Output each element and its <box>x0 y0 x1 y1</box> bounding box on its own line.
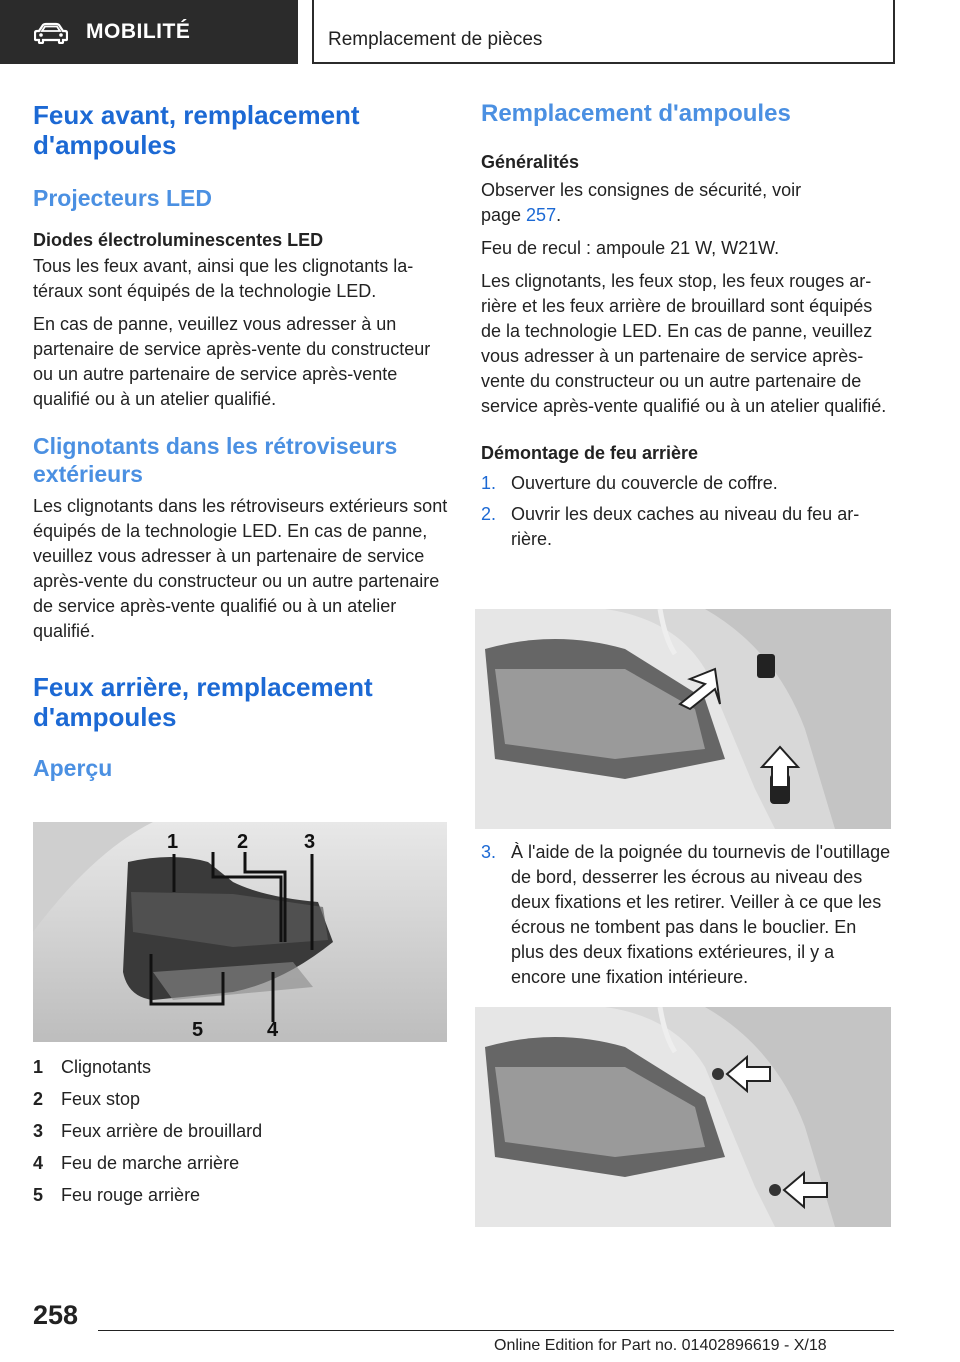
figure-label-1: 1 <box>167 831 179 853</box>
paragraph-rear-led: Les clignotants, les feux stop, les feux rouges arrière et les feux arrière de brouillard sont équipés de la technologie LED. En cas de panne, veuillez vous adresser à un partenaire de service après-vente du constructeur ou un autre partenaire de service après-vente qualifié ou à un atelier qualifié. <box>481 271 887 416</box>
legend-item: 3 Feux arrière de brouillard <box>33 1121 263 1141</box>
legend-item: 4 Feu de marche arrière <box>33 1153 240 1173</box>
paragraph-front-failure: En cas de panne, veuillez vous adresser à un partenaire de service après-vente du constructeur ou un autre partenaire de service après-vente qualifié ou à un atelier qualifié. <box>33 314 431 409</box>
heading-rear-light-removal: Démontage de feu arrière <box>481 443 699 463</box>
legend-item: 1 Clignotants <box>33 1057 152 1077</box>
heading-front-lights: Feux avant, remplacement d'ampoules <box>33 100 360 160</box>
heading-led-headlights: Projecteurs LED <box>33 185 212 211</box>
paragraph-front-led: Tous les feux avant, ainsi que les clignotants latéraux sont équipés de la technologie LED. <box>33 256 414 301</box>
tail-light-overview-figure <box>33 822 447 1042</box>
paragraph-safety: Observer les consignes de sécurité, voir page 257. <box>481 180 802 225</box>
left-column <box>33 100 449 782</box>
footer-divider <box>98 1330 894 1331</box>
figure-legend <box>33 1051 447 1211</box>
tail-light-fixings-figure <box>475 1007 891 1227</box>
removal-step-3 <box>481 840 893 990</box>
car-icon <box>34 22 68 44</box>
list-item: 2. Ouvrir les deux caches au niveau du feu arrière. <box>481 504 860 549</box>
figure-label-5: 5 <box>192 1019 204 1041</box>
heading-bulb-replacement: Remplacement d'ampoules <box>481 100 791 127</box>
legend-item: 2 Feux stop <box>33 1089 141 1109</box>
trunk-covers-figure <box>475 609 891 829</box>
footer-edition: Online Edition for Part no. 01402896619 - X/18 <box>494 1337 827 1354</box>
figure-label-3: 3 <box>304 831 316 853</box>
header-section-box <box>312 0 895 64</box>
list-item: 1. Ouverture du couvercle de coffre. <box>481 473 778 493</box>
heading-overview: Aperçu <box>33 755 113 781</box>
header-category-bar <box>0 0 298 64</box>
heading-general: Généralités <box>481 152 580 172</box>
list-item: 3. À l'aide de la poignée du tournevis de l'outillage de bord, desserrer les écrous au niveau des deux fixations et les retirer. Veiller à ce que les écrous ne tombent pas dans le bouclier. En plus des deux fixations extérieures, il y a encore une fixation intérieure. <box>481 842 891 987</box>
header-section-title: Remplacement de pièces <box>328 29 543 50</box>
heading-mirror-indicators: Clignotants dans les rétroviseurs extérieurs <box>33 433 398 487</box>
page-link-257[interactable]: 257 <box>526 205 557 225</box>
heading-rear-lights: Feux arrière, remplacement d'ampoules <box>33 672 373 732</box>
paragraph-mirror-indicators: Les clignotants dans les rétroviseurs extérieurs sont équipés de la technologie LED. En cas de panne, veuillez vous adresser à un partenaire de service après-vente du constructeur ou un autre partenaire de service après-vente qualifié ou à un atelier qualifié. <box>33 496 448 641</box>
right-column <box>481 100 893 552</box>
paragraph-reverse-bulb: Feu de recul : ampoule 21 W, W21W. <box>481 238 780 258</box>
figure-label-2: 2 <box>237 831 249 853</box>
heading-led-diodes: Diodes électroluminescentes LED <box>33 230 324 250</box>
legend-item: 5 Feu rouge arrière <box>33 1185 201 1205</box>
page-number: 258 <box>33 1300 79 1330</box>
figure-label-4: 4 <box>267 1019 279 1041</box>
header-category: MOBILITÉ <box>86 20 191 43</box>
removal-steps-1-2 <box>481 471 893 552</box>
